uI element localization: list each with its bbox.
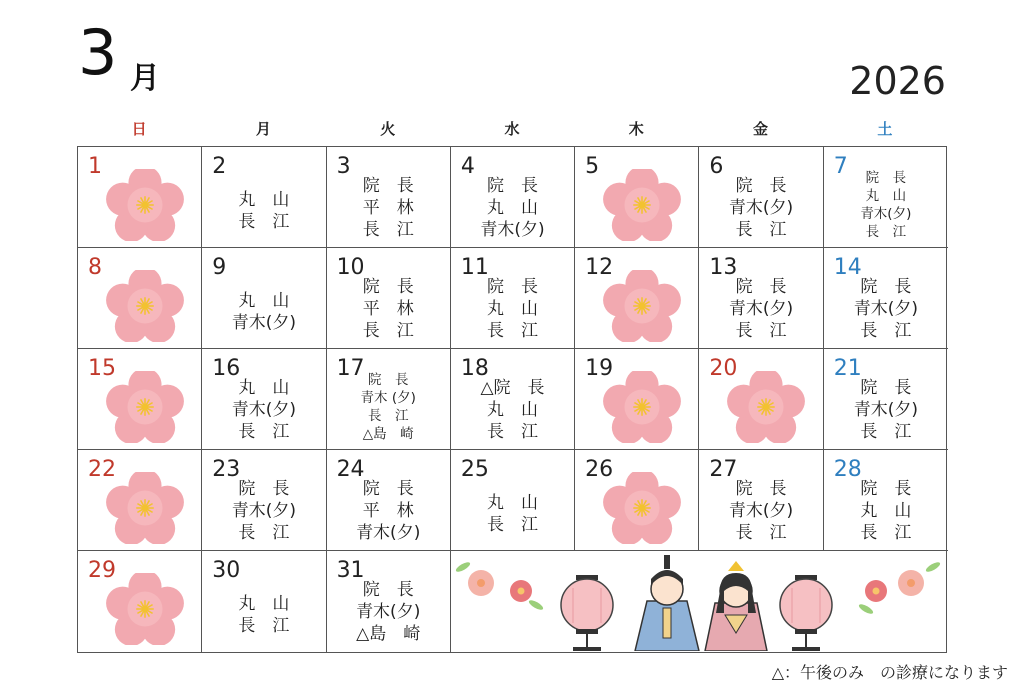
- doctor-schedule: [327, 478, 450, 544]
- doctor-name: 青木(夕): [231, 501, 297, 521]
- doctor-name: 院 長: [865, 170, 907, 186]
- male-doll-icon: [635, 555, 699, 651]
- doctor-name: 丸 山: [486, 493, 538, 513]
- day-number: 31: [336, 558, 365, 583]
- doctor-name: △島 崎: [356, 624, 421, 644]
- doctor-name: 丸 山: [238, 190, 290, 210]
- weekday-label: 日: [131, 120, 147, 138]
- calendar-day-cell: [824, 450, 948, 551]
- doctor-name: 長 江: [486, 321, 538, 341]
- plum-blossom-icon: [727, 371, 805, 443]
- day-number: 28: [833, 457, 862, 482]
- doctor-name: 院 長: [367, 372, 409, 388]
- doctor-name: 丸 山: [865, 188, 907, 204]
- doctor-name: 丸 山: [486, 299, 538, 319]
- doctor-name: 長 江: [735, 220, 787, 240]
- doctor-name: 長 江: [362, 321, 414, 341]
- doctor-name: 長 江: [486, 515, 538, 535]
- day-number: 15: [88, 356, 116, 381]
- day-number: 24: [336, 457, 365, 482]
- day-number: 29: [88, 558, 116, 583]
- calendar-day-cell: [78, 551, 202, 652]
- footnote: △：午後のみ の診療になります: [771, 663, 1008, 682]
- day-number: 20: [709, 356, 738, 381]
- doctor-name: 青木(夕): [231, 400, 297, 420]
- doctor-schedule: [699, 276, 822, 342]
- weekday-label: 水: [504, 120, 520, 138]
- calendar-day-cell: [327, 248, 451, 349]
- doctor-name: 丸 山: [860, 501, 912, 521]
- day-number: 8: [88, 255, 102, 280]
- doctor-name: 青木(夕): [860, 206, 912, 222]
- doctor-schedule: [824, 377, 948, 443]
- calendar-day-cell: [327, 551, 451, 652]
- doctor-schedule: [327, 371, 450, 443]
- day-number: 21: [833, 356, 862, 381]
- doctor-name: 平 林: [362, 501, 414, 521]
- calendar-day-cell: [327, 349, 451, 450]
- doctor-schedule: [202, 290, 325, 334]
- doctor-name: 長 江: [486, 422, 538, 442]
- doctor-name: 院 長: [860, 479, 912, 499]
- doctor-schedule: [824, 169, 948, 241]
- day-number: 10: [336, 255, 365, 280]
- calendar-day-cell: [699, 349, 823, 450]
- calendar-day-cell: [78, 248, 202, 349]
- calendar-day-cell: [78, 147, 202, 248]
- doctor-name: 青木(夕): [728, 299, 794, 319]
- day-number: 4: [460, 154, 475, 179]
- day-number: 17: [336, 356, 365, 381]
- day-number: 26: [585, 457, 614, 482]
- doctor-name: 丸 山: [238, 291, 290, 311]
- calendar-day-cell: [575, 349, 699, 450]
- doctor-schedule: [824, 276, 948, 342]
- doctor-name: △院 長: [480, 378, 545, 398]
- calendar-day-cell: [699, 147, 823, 248]
- day-number: 1: [88, 154, 102, 179]
- calendar-day-cell: [575, 147, 699, 248]
- day-number: 6: [709, 154, 724, 179]
- doctor-schedule: [327, 175, 450, 241]
- doctor-name: 長 江: [860, 321, 912, 341]
- day-number: 13: [709, 255, 738, 280]
- doctor-name: 長 江: [238, 523, 290, 543]
- plum-blossom-icon: [603, 270, 681, 342]
- calendar-day-cell: [327, 147, 451, 248]
- doctor-schedule: [327, 579, 450, 645]
- doctor-name: 院 長: [860, 378, 912, 398]
- calendar-day-cell: [575, 450, 699, 551]
- calendar-day-cell: [327, 450, 451, 551]
- weekday-label: 金: [753, 120, 769, 138]
- calendar-day-cell: [699, 248, 823, 349]
- doctor-name: 丸 山: [238, 378, 290, 398]
- doctor-name: 院 長: [238, 479, 290, 499]
- doctor-name: 院 長: [735, 176, 787, 196]
- day-number: 7: [833, 154, 848, 179]
- calendar-day-cell: [451, 450, 575, 551]
- calendar-day-cell: [202, 450, 326, 551]
- day-number: 9: [212, 255, 227, 280]
- day-number: 22: [88, 457, 116, 482]
- doctor-name: 青木(夕): [480, 220, 545, 240]
- month-number: 3: [78, 16, 118, 89]
- day-number: 12: [585, 255, 614, 280]
- hina-doll-illustration: [451, 553, 945, 651]
- plum-blossom-icon: [106, 270, 184, 342]
- plum-blossom-icon: [106, 169, 184, 241]
- month-label: 月: [130, 61, 160, 96]
- doctor-name: 青木(夕): [231, 313, 297, 333]
- day-number: 16: [212, 356, 241, 381]
- doctor-name: 長 江: [362, 220, 414, 240]
- day-number: 27: [709, 457, 738, 482]
- lantern-icon: [561, 575, 613, 651]
- doctor-name: 院 長: [735, 277, 787, 297]
- plum-blossom-icon: [603, 371, 681, 443]
- calendar-day-cell: [78, 450, 202, 551]
- day-number: 3: [336, 154, 351, 179]
- doctor-schedule: [202, 593, 325, 637]
- weekday-label: 火: [380, 120, 396, 138]
- doctor-name: 青木(夕): [728, 198, 794, 218]
- doctor-name: 丸 山: [238, 594, 290, 614]
- doctor-schedule: [202, 478, 325, 544]
- doctor-name: 院 長: [486, 277, 538, 297]
- doctor-name: 院 長: [860, 277, 912, 297]
- year: 2026: [849, 59, 946, 103]
- calendar-day-cell: [202, 248, 326, 349]
- doctor-name: 院 長: [362, 580, 414, 600]
- doctor-schedule: [451, 175, 574, 241]
- doctor-name: 院 長: [362, 277, 414, 297]
- doctor-name: 平 林: [362, 299, 414, 319]
- doctor-name: 長 江: [367, 408, 409, 424]
- day-number: 23: [212, 457, 241, 482]
- doctor-name: 長 江: [238, 212, 290, 232]
- calendar-day-cell: [575, 248, 699, 349]
- flower-decoration-icon: [858, 560, 942, 615]
- doctor-name: 長 江: [238, 616, 290, 636]
- calendar-day-cell: [451, 147, 575, 248]
- doctor-name: 長 江: [735, 523, 787, 543]
- doctor-name: 長 江: [865, 224, 907, 240]
- doctor-schedule: [451, 492, 574, 536]
- doctor-schedule: [451, 276, 574, 342]
- doctor-schedule: [824, 478, 948, 544]
- calendar-day-cell: [699, 450, 823, 551]
- doctor-name: 院 長: [486, 176, 538, 196]
- doctor-name: 青木(夕): [356, 523, 421, 543]
- doctor-name: 長 江: [735, 321, 787, 341]
- lantern-icon: [780, 575, 832, 651]
- day-number: 18: [460, 356, 489, 381]
- doctor-name: △島 崎: [362, 426, 414, 442]
- doctor-name: 青木(夕): [853, 400, 918, 420]
- weekday-label: 木: [628, 120, 644, 138]
- plum-blossom-icon: [106, 472, 184, 544]
- doctor-name: 長 江: [860, 422, 912, 442]
- calendar-day-cell: [824, 147, 948, 248]
- doctor-schedule: [699, 175, 822, 241]
- doctor-schedule: [699, 478, 822, 544]
- doctor-name: 青木(夕): [728, 501, 794, 521]
- day-number: 11: [460, 255, 489, 280]
- doctor-schedule: [327, 276, 450, 342]
- calendar-day-cell: [78, 349, 202, 450]
- doctor-name: 青木 (夕): [360, 390, 416, 406]
- weekday-header: [77, 118, 947, 140]
- plum-blossom-icon: [106, 371, 184, 443]
- day-number: 25: [460, 457, 489, 482]
- calendar-day-cell: [202, 349, 326, 450]
- calendar-day-cell: [451, 248, 575, 349]
- doctor-name: 青木(夕): [853, 299, 918, 319]
- doctor-name: 長 江: [860, 523, 912, 543]
- day-number: 5: [585, 154, 600, 179]
- plum-blossom-icon: [603, 169, 681, 241]
- plum-blossom-icon: [603, 472, 681, 544]
- doctor-name: 院 長: [735, 479, 787, 499]
- weekday-label: 月: [255, 120, 271, 138]
- doctor-name: 丸 山: [486, 400, 538, 420]
- calendar-day-cell: [202, 147, 326, 248]
- calendar-day-cell: [202, 551, 326, 652]
- doctor-name: 青木(夕): [356, 602, 421, 622]
- flower-decoration-icon: [455, 560, 545, 611]
- calendar-day-cell: [824, 248, 948, 349]
- doctor-name: 丸 山: [486, 198, 538, 218]
- female-doll-icon: [705, 561, 767, 651]
- doctor-name: 長 江: [238, 422, 290, 442]
- doctor-name: 院 長: [362, 176, 414, 196]
- doctor-schedule: [202, 189, 325, 233]
- doctor-schedule: [451, 377, 574, 443]
- doctor-name: 院 長: [362, 479, 414, 499]
- plum-blossom-icon: [106, 573, 184, 645]
- day-number: 19: [585, 356, 614, 381]
- weekday-label: 土: [877, 120, 893, 138]
- doctor-name: 平 林: [362, 198, 414, 218]
- calendar-day-cell: [451, 349, 575, 450]
- day-number: 30: [212, 558, 241, 583]
- calendar-day-cell: [824, 349, 948, 450]
- doctor-schedule: [202, 377, 325, 443]
- day-number: 14: [833, 255, 862, 280]
- day-number: 2: [212, 154, 227, 179]
